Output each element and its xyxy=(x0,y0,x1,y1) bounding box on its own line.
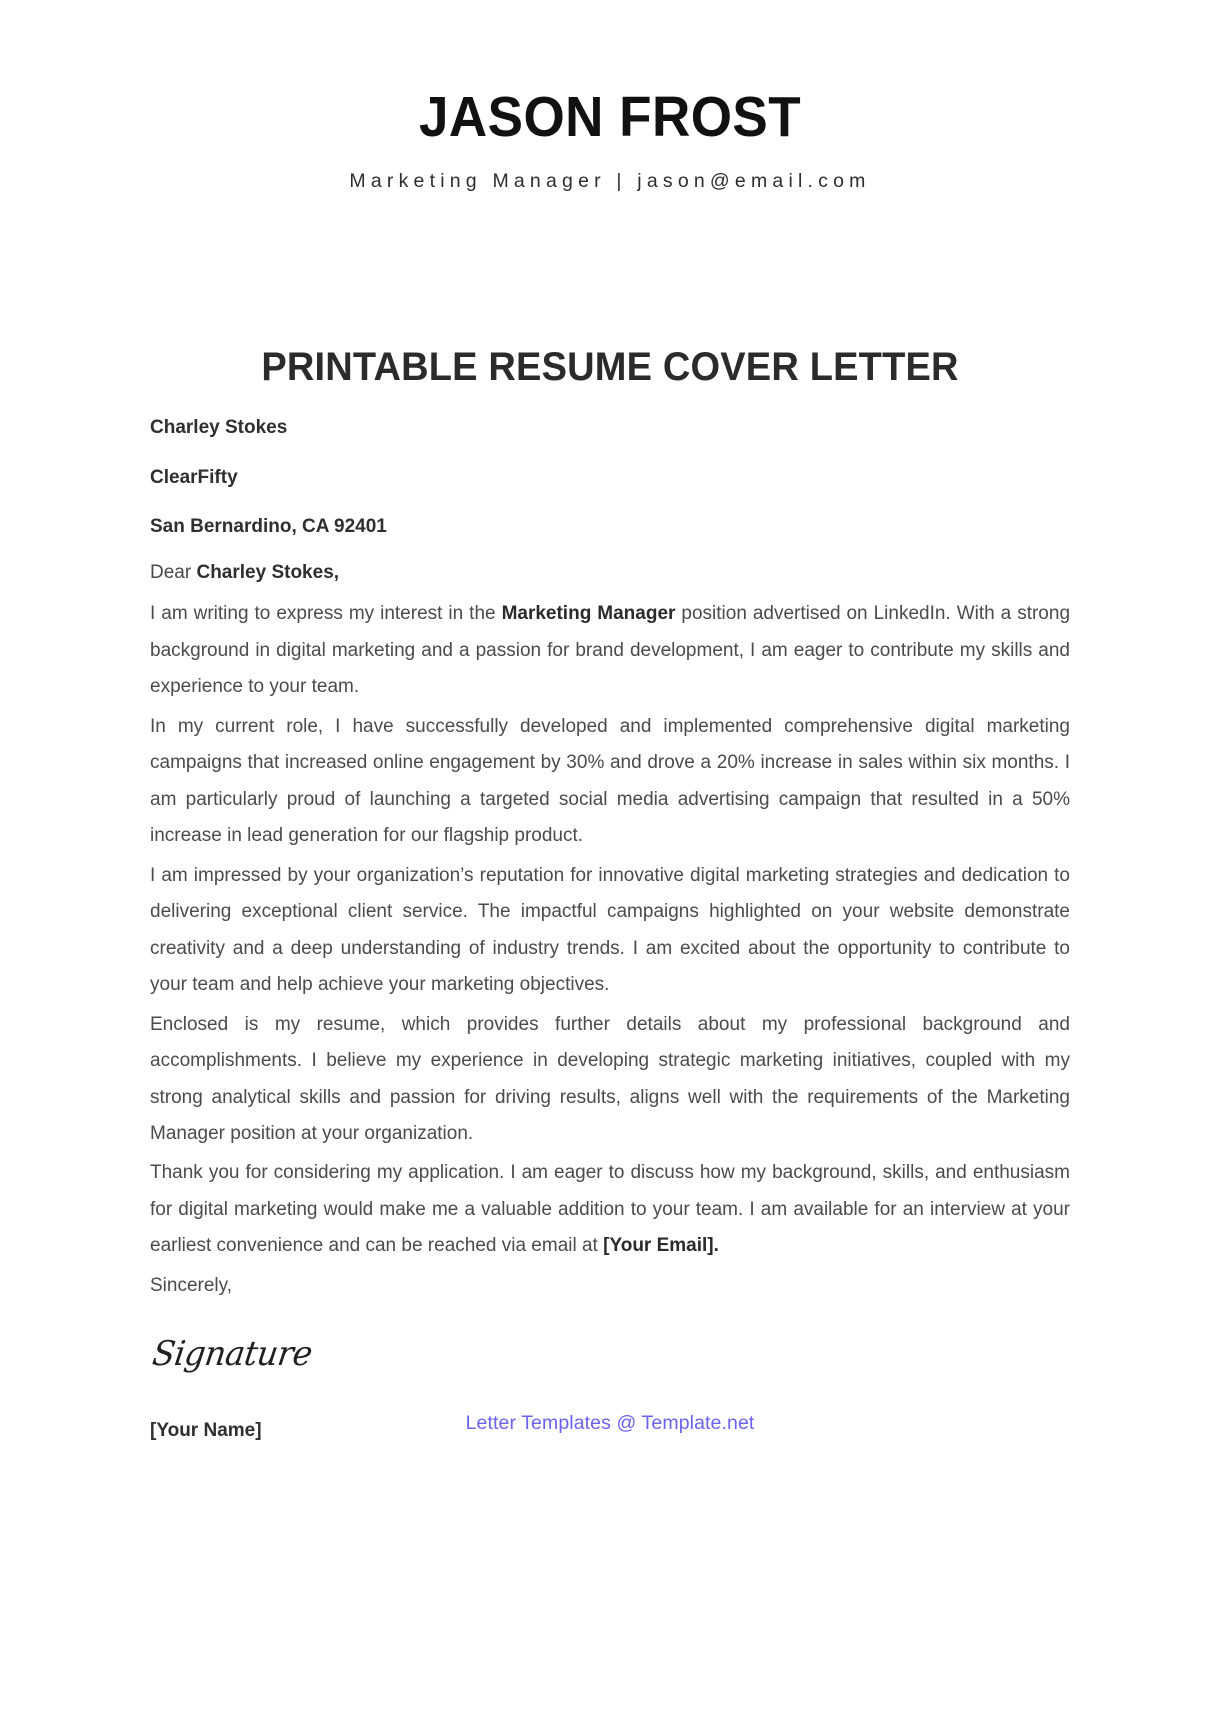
closing-line: Sincerely, xyxy=(150,1274,233,1296)
body-paragraph-4: Enclosed is my resume, which provides further details about my professional background and accomplishments. I believe my experience in developing strategic marketing initiatives, coupled with my strong analytical skills and passion for driving results, aligns well with the requirements of the Marketing Manager position at your organization. xyxy=(150,1013,1070,1145)
recipient-company: ClearFifty xyxy=(150,466,238,488)
footer xyxy=(0,1412,1220,1435)
paragraph-1-text-after: position advertised on LinkedIn. With a strong background in digital marketing and a passion for brand development, I am eager to contribute my skills and experience to your team. xyxy=(150,603,1071,698)
signature-script: Signature xyxy=(150,1334,315,1375)
sender-name: JASON FROST xyxy=(418,85,802,149)
sender-contact-line: Marketing Manager | jason@email.com xyxy=(349,169,871,192)
document-title: PRINTABLE RESUME COVER LETTER xyxy=(261,344,959,389)
salutation-recipient-name: Charley Stokes, xyxy=(196,561,340,583)
template-net-link[interactable]: Letter Templates @ Template.net xyxy=(465,1412,755,1434)
your-email-placeholder: [Your Email]. xyxy=(603,1235,719,1257)
paragraph-1-text-before: I am writing to express my interest in the xyxy=(150,603,502,625)
your-name-placeholder: [Your Name] xyxy=(150,1420,262,1442)
body-paragraph-3: I am impressed by your organization’s reputation for innovative digital marketing strategies and dedication to delivering exceptional client service. The impactful campaigns highlighted on your website demonstrate creativity and a deep understanding of industry trends. I am excited about the opportunity to contribute to your team and help achieve your marketing objectives. xyxy=(150,864,1070,996)
body-paragraph-5 xyxy=(150,1155,1070,1264)
salutation-line xyxy=(150,559,1070,587)
signature-block xyxy=(150,1334,1070,1400)
recipient-address: San Bernardino, CA 92401 xyxy=(150,516,387,538)
letterhead xyxy=(0,0,1220,193)
job-title-emphasis: Marketing Manager xyxy=(501,603,676,625)
body-paragraph-2: In my current role, I have successfully developed and implemented comprehensive digital marketing campaigns that increased online engagement by 30% and drove a 20% increase in sales within six months. I am particularly proud of launching a targeted social media advertising campaign that resulted in a 50% increase in lead generation for our flagship product. xyxy=(150,715,1070,847)
paragraph-5-text: Thank you for considering my application. I am eager to discuss how my background, skills, and enthusiasm for digital marketing would make me a valuable addition to your team. I am available for an interview at your earliest convenience and can be reached via email at xyxy=(150,1162,1070,1257)
body-paragraph-1 xyxy=(150,596,1070,705)
letter-body xyxy=(150,390,1070,1443)
recipient-name: Charley Stokes xyxy=(150,416,288,438)
salutation-prefix: Dear xyxy=(150,561,197,583)
